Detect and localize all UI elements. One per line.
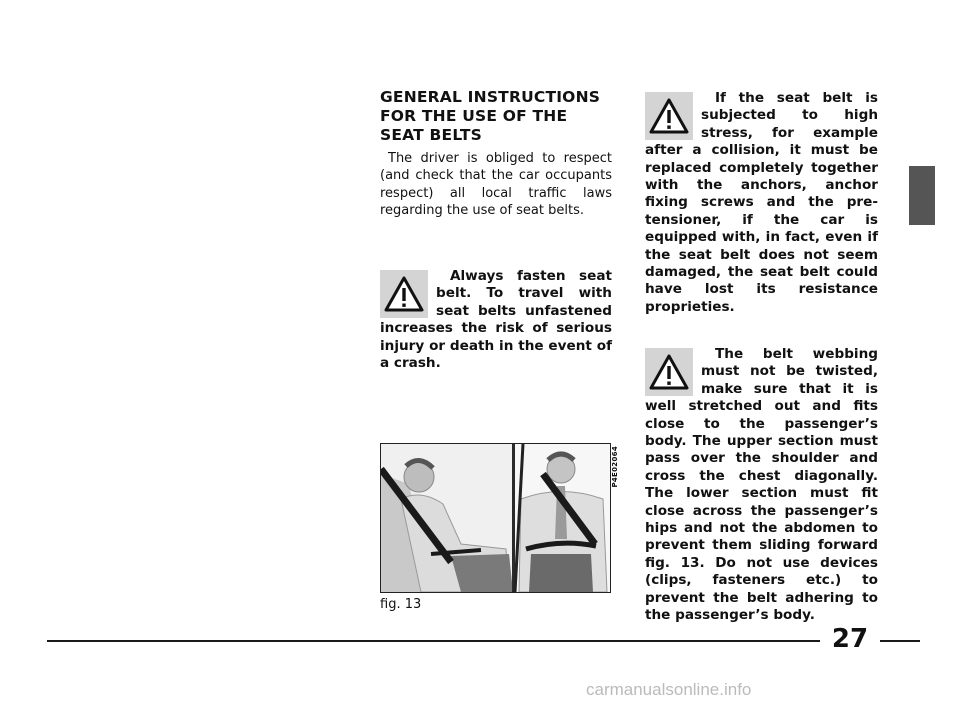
warning-belt-webbing bbox=[645, 346, 878, 625]
warning-text: If the seat belt is subjected to high stress, for example after a collision, it must be replaced completely together with the anchors, anchor fixing screws and the pre-tensioner, if the car is equipped with, in fact, even if the seat belt does not seem damaged, the seat belt could have lost its resistance proprieties. bbox=[645, 90, 878, 315]
warning-triangle-icon bbox=[645, 92, 693, 140]
warning-triangle-icon bbox=[380, 270, 428, 318]
warning-text: Always fasten seat belt. To travel with seat belts unfastened increases the risk of serious injury or death in the event of a crash. bbox=[380, 268, 612, 372]
seat-belt-illustration bbox=[381, 444, 610, 592]
footer-rule-left bbox=[47, 640, 820, 642]
warning-text: The belt webbing must not be twisted, make sure that it is well stretched out and fits close to the passenger’s body. The upper section must pass over the shoulder and cross the chest diagonally. The lower section must fit close across the passenger’s hips and not the abdomen to prevent them sliding forward fig. 13. Do not use devices (clips, fasteners etc.) to prevent the belt adhering to the passenger’s body. bbox=[645, 346, 878, 624]
warning-belt-stress bbox=[645, 90, 878, 316]
seat-belt-figure bbox=[380, 443, 611, 593]
figure-caption: fig. 13 bbox=[380, 597, 422, 612]
figure-code: P4E02064 bbox=[611, 446, 619, 488]
section-heading: GENERAL INSTRUCTIONS FOR THE USE OF THE SEAT BELTS bbox=[380, 88, 601, 144]
site-watermark: carmanualsonline.info bbox=[586, 680, 752, 699]
footer-rule-right bbox=[880, 640, 920, 642]
section-thumb-tab bbox=[909, 166, 935, 225]
instruction-paragraph: The driver is obliged to respect (and check that the car occupants respect) all local traffic laws regarding the use of seat belts. bbox=[380, 151, 612, 218]
warning-fasten-belt bbox=[380, 268, 612, 372]
page-number: 27 bbox=[831, 624, 869, 654]
warning-triangle-icon bbox=[645, 348, 693, 396]
